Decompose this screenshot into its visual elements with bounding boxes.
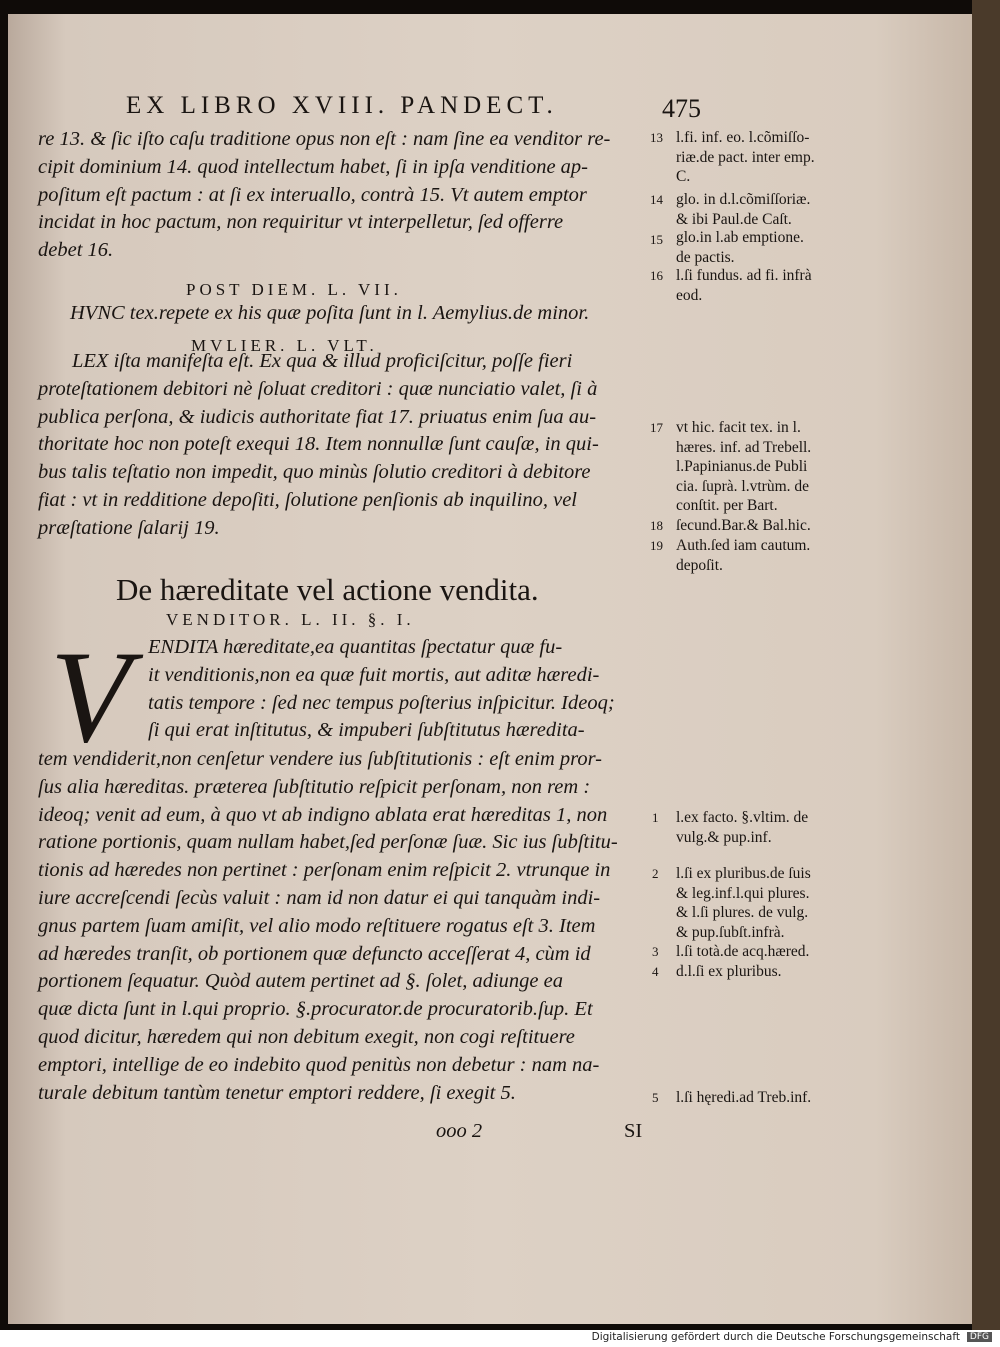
text-line: ENDITA hæreditate,ea quantitas ſpectatur quæ fu- <box>148 636 563 658</box>
margin-note: l.ſi hęredi.ad Treb.inf. <box>676 1089 812 1106</box>
heading-post-diem: POST DIEM. L. VII. <box>186 280 402 299</box>
dfg-logo: DFG <box>967 1332 992 1342</box>
text-line: præſtatione ſalarij 19. <box>38 516 220 539</box>
margin-note-number: 3 <box>652 944 659 959</box>
text-line: bus talis teſtatio non impedit, quo minùs ſolutio creditori à debitore <box>38 461 591 484</box>
text-line: re 13. & ſic iſto caſu traditione opus non eſt : nam ſine ea venditor re- <box>38 128 611 150</box>
margin-note: Auth.ſed iam cautum. depoſit. <box>676 537 811 574</box>
margin-note-number: 2 <box>652 866 659 881</box>
margin-note-number: 1 <box>652 810 659 825</box>
section-title: De hæreditate vel actione vendita. <box>116 572 539 607</box>
text-line: ad hæredes tranſit, ob portionem quæ defuncto acceſſerat 4, cùm id <box>38 942 591 965</box>
margin-note: l.fi. inf. eo. l.cõmiſſo- riæ.de pact. inter emp. C. <box>676 129 815 185</box>
margin-note: glo. in d.l.cõmiſſoriæ. & ibi Paul.de Caſt. <box>676 191 811 228</box>
margin-note: vt hic. facit tex. in l. hæres. inf. ad Trebell. l.Papinianus.de Publi cia. ſuprà. l.vtrùm. de conſtit. per Bart. <box>676 419 812 514</box>
margin-note: l.ex facto. §.vltim. de vulg.& pup.inf. <box>676 809 809 846</box>
text-line: tem vendiderit,non cenſetur vendere ius ſubſtitutionis : eſt enim pror- <box>38 748 602 770</box>
heading-venditor: VENDITOR. L. II. §. I. <box>166 610 415 629</box>
margin-note-number: 18 <box>650 518 663 533</box>
text-line: proteſtationem debitori nè ſoluat creditori : quæ nunciatio valet, ſi à <box>38 377 598 400</box>
text-line: debet 16. <box>38 239 114 262</box>
text-block-c-indented <box>148 634 615 745</box>
text-block-a <box>38 126 610 265</box>
drop-cap: V <box>50 623 131 770</box>
text-line: emptori, intellige de eo indebito quod penitùs non debetur : nam na- <box>38 1053 600 1076</box>
book-page <box>8 14 972 1324</box>
text-line: poſitum eſt pactum : at ſi ex interuallo, contrà 15. Vt autem emptor <box>38 183 587 206</box>
page-number: 475 <box>662 94 701 123</box>
text-line: ſus alia hæreditas. præterea ſubſtitutio reſpicit perſonam, non rem : <box>38 775 591 798</box>
text-line: quæ dicta ſunt in l.qui proprio. §.procurator.de procuratorib.ſup. Et <box>38 998 593 1021</box>
heading-mulier: MVLIER. L. VLT. <box>191 336 378 355</box>
text-line: quod dicitur, hæredem qui non debitum exegit, non cogi reſtituere <box>38 1025 575 1048</box>
margin-note-number: 17 <box>650 420 663 435</box>
text-line: publica perſona, & iudicis authoritate fiat 17. priuatus enim ſua au- <box>38 405 597 428</box>
margin-note: l.ſi ex pluribus.de ſuis & leg.inf.l.qui plures. & l.ſi plures. de vulg. & pup.ſubſt.infrà. <box>676 865 811 941</box>
text-line: gnus partem ſuam amiſit, vel alio modo reſtituere rogatus eſt 3. Item <box>38 914 596 937</box>
text-line: iure accreſcendi ſecùs valuit : nam id non datur ei qui tanquàm indi- <box>38 886 601 909</box>
margin-note: l.ſi totà.de acq.hæred. <box>676 943 810 960</box>
text-line: ſi qui erat inſtitutus, & impuberi ſubſtitutus hæredita- <box>148 719 585 742</box>
text-line: it venditionis,non ea quæ fuit mortis, aut aditæ hæredi- <box>148 663 600 686</box>
text-line: tionis ad hæredes non pertinet : perſonam enim reſpicit 2. vtrunque in <box>38 859 611 882</box>
text-line: thoritate hoc non poteſt exequi 18. Item nonnullæ ſunt cauſæ, in qui- <box>38 433 599 456</box>
text-line: turale debitum tantùm tenetur emptori reddere, ſi exegit 5. <box>38 1081 516 1104</box>
text-line: LEX iſta manifeſta eſt. Ex qua & illud proficiſcitur, poſſe fieri <box>72 350 573 372</box>
text-line: tatis tempore : ſed nec tempus poſterius inſpicitur. Ideoq; <box>148 691 615 714</box>
margin-note: l.ſi fundus. ad fi. infrà eod. <box>676 267 812 304</box>
margin-note-number: 16 <box>650 268 663 283</box>
margin-note: d.l.ſi ex pluribus. <box>676 963 782 980</box>
text-line: portionem ſequatur. Quòd autem pertinet ad §. ſolet, adiunge ea <box>38 970 563 993</box>
text-block-c <box>38 746 618 1107</box>
text-block-b <box>38 348 599 543</box>
margin-note-number: 4 <box>652 964 659 979</box>
text-line: fiat : vt in redditione depoſiti, ſolutione penſionis ab inquilino, vel <box>38 488 578 511</box>
margin-note-number: 14 <box>650 192 663 207</box>
margin-note-number: 19 <box>650 538 663 553</box>
margin-note-number: 5 <box>652 1090 659 1105</box>
book-spine <box>972 0 1000 1330</box>
digitization-footer <box>0 1330 1000 1347</box>
margin-note: ſecund.Bar.& Bal.hic. <box>676 517 811 534</box>
text-line: ratione portionis, quam nullam habet,ſed perſonæ ſuæ. Sic ius ſubſtitu- <box>38 831 618 854</box>
margin-note: glo.in l.ab emptione. de pactis. <box>676 229 804 266</box>
margin-note-number: 13 <box>650 130 663 145</box>
signature-right: SI <box>624 1120 643 1142</box>
text-line: cipit dominium 14. quod intellectum habet, ſi in ipſa venditione ap- <box>38 155 588 178</box>
margin-note-number: 15 <box>650 232 663 247</box>
text-line-hunc: HVNC tex.repete ex his quæ poſita ſunt in l. Aemylius.de minor. <box>70 302 590 324</box>
text-line: ideoq; venit ad eum, à quo vt ab indigno ablata erat hæreditas 1, non <box>38 803 608 826</box>
running-title: EX LIBRO XVIII. PANDECT. <box>126 92 558 119</box>
funding-credit: Digitalisierung gefördert durch die Deutsche Forschungsgemeinschaft <box>591 1331 960 1343</box>
text-line: incidat in hoc pactum, non requiritur vt interpelletur, ſed offerre <box>38 211 564 234</box>
signature-mark: ooo 2 <box>436 1120 483 1142</box>
